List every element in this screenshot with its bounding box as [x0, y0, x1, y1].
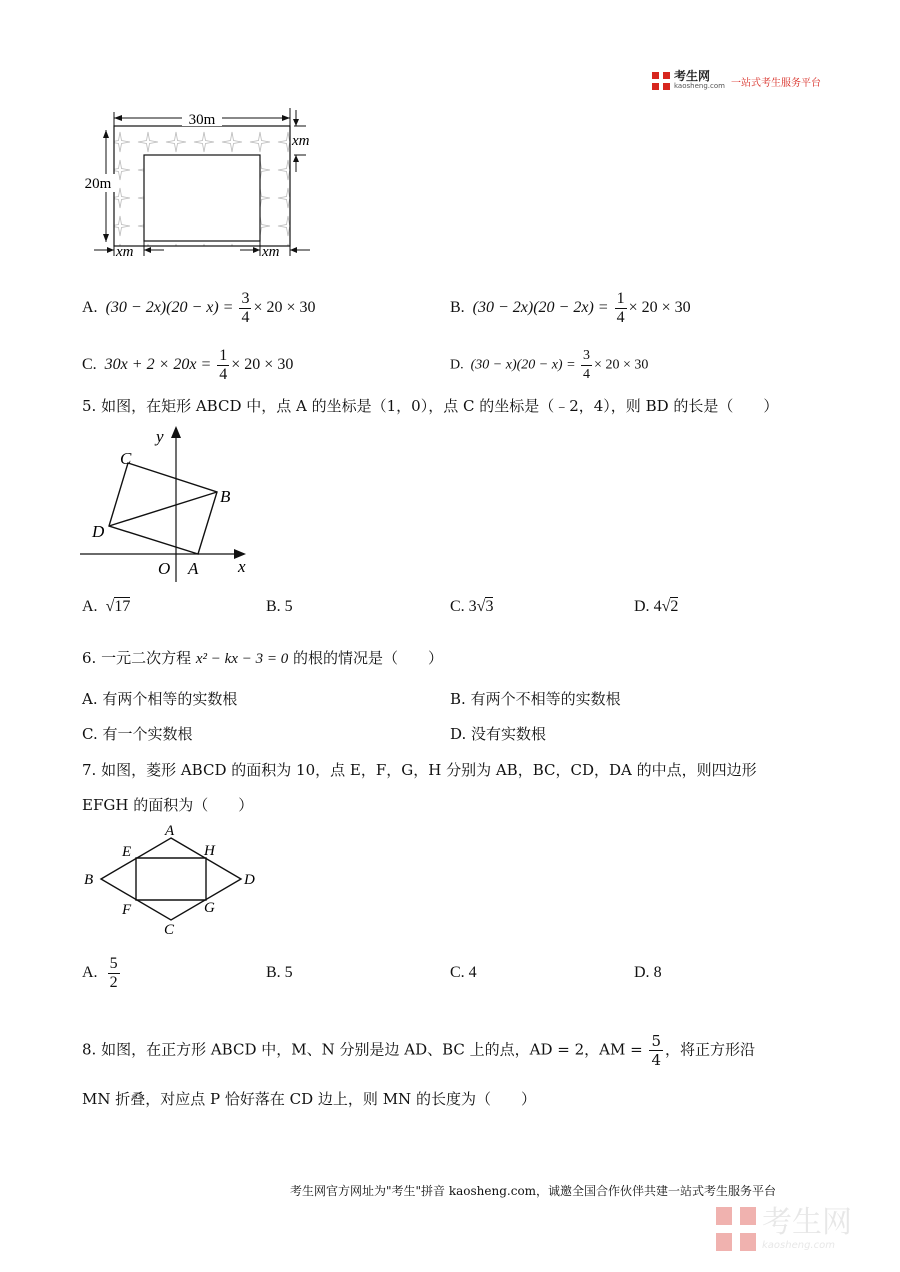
fig4-left-label: 20m [84, 176, 112, 192]
fig4-top-label: 30m [188, 112, 216, 128]
q7-option-c[interactable]: C. 4 [450, 964, 477, 981]
label-d: D [244, 872, 255, 888]
q7-option-d[interactable]: D. 8 [634, 964, 662, 981]
q5-option-b[interactable]: B. 5 [266, 598, 293, 615]
label-d: D [92, 522, 105, 541]
label-h: H [204, 843, 215, 859]
q8-line2: MN 折叠，对应点 P 恰好落在 CD 边上，则 MN 的长度为（ ） [82, 1090, 536, 1108]
arrow-left-icon [114, 115, 122, 121]
arrow-down-icon [103, 234, 109, 242]
q7-option-b[interactable]: B. 5 [266, 964, 293, 981]
q4-option-d[interactable]: D. (30 − x)(20 − x) = $\frac{3}{4}$ × 20 × 30 [450, 348, 649, 382]
label-e: E [122, 844, 132, 860]
q7-line2: EFGH 的面积为（ ） [82, 796, 254, 814]
q5-option-a[interactable]: A. √17 [82, 598, 131, 615]
label-a: A [188, 559, 199, 578]
brand-name: 考生网 [674, 69, 711, 83]
q8-line1: 8. 如图，在正方形 ABCD 中，M、N 分别是边 AD、BC 上的点，AD = 2，AM = $\frac{5}{4}$ ，将正方形沿 [82, 1032, 756, 1069]
q6-option-c[interactable]: C. 有一个实数根 [82, 725, 193, 743]
fig4-bottom-left-label: xm [116, 244, 134, 260]
label-b: B [220, 487, 231, 506]
q6-text: 6. 一元二次方程 x² − kx − 3 = 0 的根的情况是（ ） [82, 649, 443, 667]
logo-text [674, 71, 725, 91]
q7-rhombus-figure [78, 820, 268, 940]
q5-option-c[interactable]: C. 3√3 [450, 598, 494, 615]
sqrt-icon: √ [476, 598, 486, 615]
q4-option-c[interactable]: C. 30x + 2 × 20x = $\frac{1}{4}$ × 20 × 30 [82, 347, 294, 383]
fig4-garden-diagram [78, 100, 328, 260]
label-b: B [84, 872, 94, 888]
header-slogan: 一站式考生服务平台 [730, 77, 821, 89]
q5-coordinate-figure [78, 420, 278, 585]
label-c: C [120, 449, 132, 468]
sqrt-icon: √ [661, 598, 671, 615]
q5-option-d[interactable]: D. 4√2 [634, 598, 679, 615]
label-g: G [204, 900, 215, 916]
arrow-right-icon [282, 115, 290, 121]
q5-text: 5. 如图，在矩形 ABCD 中，点 A 的坐标是（1，0），点 C 的坐标是（﹣2，4），则 BD 的长是（ ） [82, 397, 779, 415]
q4-option-a[interactable]: A. (30 − 2x)(20 − x) = $\frac{3}{4}$ × 20 × 30 [82, 290, 316, 326]
q6-option-a[interactable]: A. 有两个相等的实数根 [82, 690, 238, 708]
rectangle-efgh [136, 858, 206, 900]
fig4-bottom-right-label: xm [262, 244, 280, 260]
watermark-domain: kaosheng.com [762, 1239, 835, 1251]
header-logo [652, 71, 821, 91]
fig4-right-label: xm [292, 133, 310, 149]
label-x: x [238, 557, 246, 576]
label-f: F [122, 902, 132, 918]
inner-lawn [144, 155, 260, 241]
y-axis-arrow-icon [171, 426, 181, 438]
q6-option-b[interactable]: B. 有两个不相等的实数根 [450, 690, 621, 708]
label-c: C [164, 922, 175, 938]
watermark [716, 1203, 852, 1253]
label-y: y [156, 427, 164, 446]
q4-option-b[interactable]: B. (30 − 2x)(20 − 2x) = $\frac{1}{4}$ × 20 × 30 [450, 290, 691, 326]
kaosheng-watermark-icon [716, 1203, 756, 1253]
q7-line1: 7. 如图，菱形 ABCD 的面积为 10，点 E，F，G，H 分别为 AB，BC，CD，DA 的中点，则四边形 [82, 761, 757, 779]
watermark-brand: 考生网 [762, 1204, 852, 1240]
sqrt-icon: √ [105, 598, 115, 615]
diagonal-bd [109, 492, 217, 526]
q6-option-d[interactable]: D. 没有实数根 [450, 725, 547, 743]
arrow-up-icon [103, 130, 109, 138]
q7-option-a[interactable]: A. $\frac{5}{2}$ [82, 955, 118, 991]
brand-domain: kaosheng.com [674, 82, 725, 90]
q6-equation: x² − kx − 3 = 0 [195, 651, 289, 667]
label-a: A [165, 823, 175, 839]
label-o: O [158, 559, 171, 578]
footer-text: 考生网官方网址为"考生"拼音 kaosheng.com，诚邀全国合作伙伴共建一站式考生服务平台 [290, 1184, 777, 1198]
kaosheng-logo-icon [652, 72, 670, 90]
